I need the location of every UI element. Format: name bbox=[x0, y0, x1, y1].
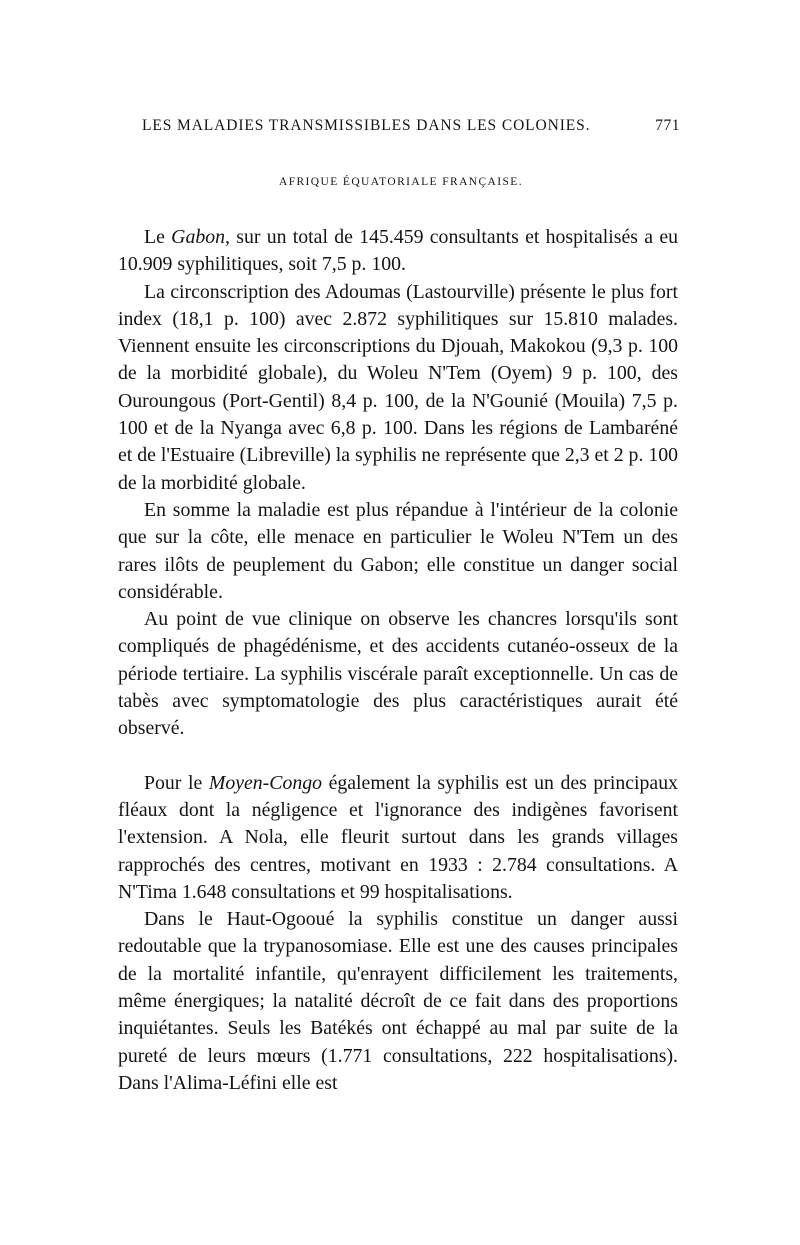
paragraph-moyen-congo bbox=[118, 770, 678, 906]
paragraph-gabon-intro-lead: Le bbox=[144, 226, 172, 248]
body-text bbox=[118, 224, 678, 1097]
paragraph-moyen-congo-text: également la syphilis est un des principaux fléaux dont la négligence et l'ignorance des indigènes favorisent l'extension. A Nola, elle fleurit surtout dans les grands villages rapprochés des centres, motivant en 1933 : 2.784 consultations. A N'Tima 1.648 consultations et 99 hospitalisations. bbox=[118, 771, 678, 903]
place-name-gabon: Gabon, bbox=[171, 226, 230, 248]
page-number: 771 bbox=[655, 117, 680, 134]
paragraph-haut-ogooue: Dans le Haut-Ogooué la syphilis constitue un danger aussi redoutable que la trypanosomiase. Elle est une des causes principales de la mortalité infantile, qu'enrayent difficilement les traitements, même énergiques; la natalité décroît de ce fait dans des proportions inquiétantes. Seuls les Batékés ont échappé au mal par suite de la pureté de leurs mœurs (1.771 consultations, 222 hospitalisations). Dans l'Alima-Léfini elle est bbox=[118, 908, 678, 1094]
paragraph-moyen-congo-lead: Pour le bbox=[144, 771, 209, 794]
running-head bbox=[118, 117, 684, 143]
paragraph-en-somme: En somme la maladie est plus répandue à l'intérieur de la colonie que sur la côte, elle menace en particulier le Woleu N'Tem un des rares ilôts de peuplement du Gabon; elle constitue un danger social considérable. bbox=[118, 498, 678, 603]
paragraph-circonscriptions: La circonscription des Adoumas (Lastourville) présente le plus fort index (18,1 p. 100) avec 2.872 syphilitiques sur 15.810 malades. Viennent ensuite les circonscriptions du Djouah, Makokou (9,3 p. 100 de la morbidité globale), du Woleu N'Tem (Oyem) 9 p. 100, des Ouroungous (Port-Gentil) 8,4 p. 100, de la N'Gounié (Mouila) 7,5 p. 100 et de la Nyanga avec 6,8 p. 100. Dans les régions de Lambaréné et de l'Estuaire (Libreville) la syphilis ne représente que 2,3 et 2 p. 100 de la morbidité globale. bbox=[118, 280, 679, 494]
paragraph-gabon-intro-text: sur un total de 145.459 consultants et hospitalisés a eu 10.909 syphilitiques, soit 7,5 p. 100. bbox=[118, 226, 678, 276]
running-title: LES MALADIES TRANSMISSIBLES DANS LES COLONIES. bbox=[142, 117, 591, 134]
place-name-moyen-congo: Moyen-Congo bbox=[208, 771, 323, 794]
paragraph-gabon-intro bbox=[118, 224, 678, 279]
paragraph-clinique: Au point de vue clinique on observe les chancres lorsqu'ils sont compliqués de phagédénisme, et des accidents cutanéo-osseux de la période tertiaire. La syphilis viscérale paraît exceptionnelle. Un cas de tabès avec symptomatologie des plus caractéristiques aurait été observé. bbox=[118, 608, 678, 740]
section-heading: AFRIQUE ÉQUATORIALE FRANÇAISE. bbox=[278, 176, 523, 188]
